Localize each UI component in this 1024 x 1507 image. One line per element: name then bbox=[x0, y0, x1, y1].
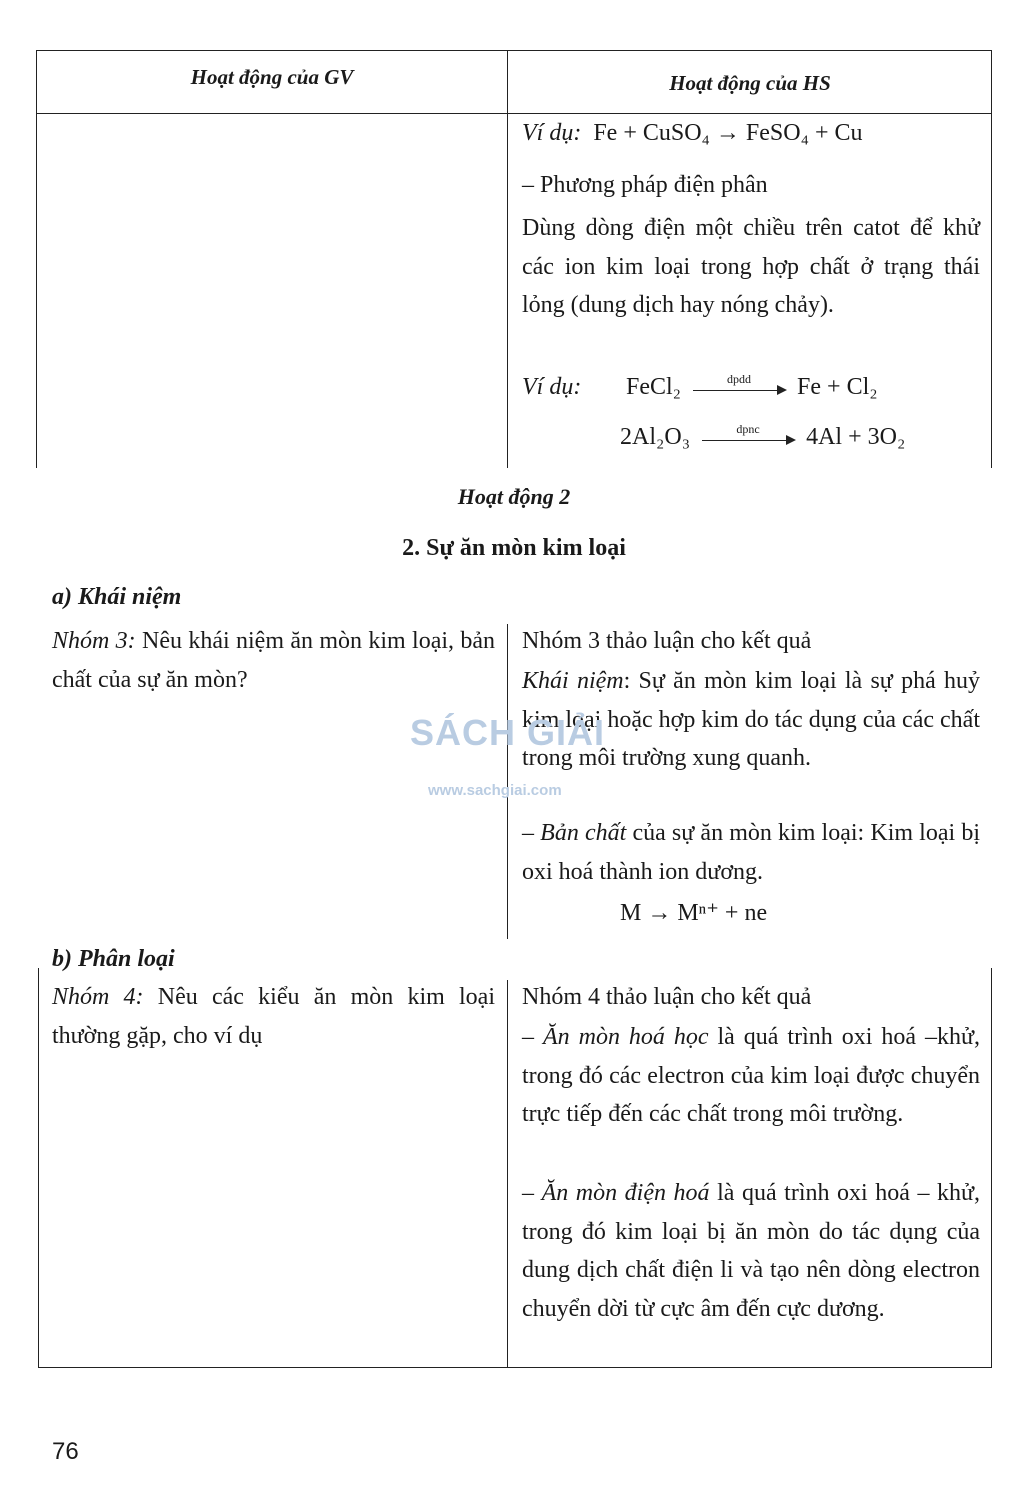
eq2-reactant: FeCl₂ bbox=[626, 374, 682, 400]
concept-text: : Sự ăn mòn kim loại là sự phá huỷ kim loại hoặc hợp kim do tác dụng của các chất trong môi trường xung quanh. bbox=[522, 668, 981, 771]
activity-title: Hoạt động 2 bbox=[457, 484, 571, 509]
table-right-edge bbox=[991, 968, 992, 1368]
header-gv: Hoạt động của GV bbox=[190, 65, 354, 89]
watermark-brand: SÁCH GIẢI bbox=[410, 712, 606, 753]
concept-label: Khái niệm bbox=[522, 668, 624, 694]
nature-paragraph: – Bản chất của sự ăn mòn kim loại: Kim loại bị oxi hoá thành ion dương. bbox=[522, 820, 980, 885]
part-b-title: b) Phân loại bbox=[52, 946, 175, 972]
electrochemical-corrosion-label: Ăn mòn điện hoá bbox=[541, 1180, 710, 1206]
electrochemical-corrosion-paragraph: – Ăn mòn điện hoá là quá trình oxi hoá – khử, trong đó kim loại bị ăn mòn do tác dụng của dung dịch chất điện li và tạo nên dòng electron chuyển dời từ cực âm đến cực dương. bbox=[522, 1180, 981, 1322]
section-heading: 2. Sự ăn mòn kim loại bbox=[402, 535, 626, 561]
chemical-corrosion-text: là quá trình oxi hoá –khử, trong đó các electron của kim loại được chuyển trực tiếp đến các chất trong môi trường. bbox=[522, 1024, 980, 1127]
group3-label: Nhóm 3: bbox=[52, 628, 136, 654]
eq3-product: 4Al + 3O₂ bbox=[806, 424, 906, 450]
equation-electrolysis-solution bbox=[626, 371, 878, 401]
group3-task bbox=[52, 622, 495, 699]
example-1-label: Ví dụ: bbox=[522, 120, 582, 146]
part-a-title: a) Khái niệm bbox=[52, 584, 182, 610]
method-title: – Phương pháp điện phân bbox=[522, 172, 768, 198]
group3-question: Nêu khái niệm ăn mòn kim loại, bản chất của sự ăn mòn? bbox=[52, 628, 496, 693]
group4-question: Nêu các kiểu ăn mòn kim loại thường gặp, cho ví dụ bbox=[52, 984, 495, 1049]
header-divider bbox=[37, 113, 991, 114]
reaction-arrow bbox=[702, 421, 794, 441]
watermark-url: www.sachgiai.com bbox=[428, 782, 562, 799]
group4-label: Nhóm 4: bbox=[52, 984, 144, 1010]
group4-intro: Nhóm 4 thảo luận cho kết quả bbox=[522, 984, 812, 1010]
example-1-equation: Fe + CuSO₄ → FeSO₄ + Cu bbox=[593, 120, 863, 146]
table-left-edge bbox=[38, 968, 39, 1368]
reaction-arrow bbox=[693, 371, 785, 391]
column-divider bbox=[507, 980, 508, 1368]
example-2-label bbox=[522, 374, 581, 401]
eq3-condition: dpnc bbox=[736, 421, 760, 436]
method-text: Dùng dòng điện một chiều trên catot để khử các ion kim loại trong hợp chất ở trạng thái lỏng (dung dịch hay nóng chảy). bbox=[522, 215, 980, 318]
group4-task bbox=[52, 978, 495, 1055]
chemical-corrosion-label: Ăn mòn hoá học bbox=[542, 1024, 709, 1050]
nature-text: của sự ăn mòn kim loại: Kim loại bị oxi hoá thành ion dương. bbox=[522, 820, 980, 885]
header-hs: Hoạt động của HS bbox=[669, 71, 831, 95]
eq2-condition: dpdd bbox=[727, 371, 752, 386]
equation-electrolysis-molten bbox=[620, 421, 906, 451]
eq3-reactant: 2Al₂O₃ bbox=[620, 424, 691, 450]
group3-intro: Nhóm 3 thảo luận cho kết quả bbox=[522, 628, 812, 654]
example-2-label-text: Ví dụ: bbox=[522, 374, 582, 400]
eq2-product: Fe + Cl₂ bbox=[797, 374, 878, 400]
nature-label: Bản chất bbox=[540, 820, 627, 846]
oxidation-equation: M → Mⁿ⁺ + ne bbox=[620, 900, 768, 926]
chemical-corrosion-paragraph: – Ăn mòn hoá học là quá trình oxi hoá –khử, trong đó các electron của kim loại được chuyển trực tiếp đến các chất trong môi trường. bbox=[522, 1024, 980, 1127]
table-bottom-edge bbox=[38, 1367, 992, 1368]
example-1 bbox=[522, 120, 863, 147]
electrochemical-corrosion-text: là quá trình oxi hoá – khử, trong đó kim loại bị ăn mòn do tác dụng của dung dịch chất điện li và tạo nên dòng electron chuyển dời từ cực âm đến cực dương. bbox=[522, 1180, 981, 1322]
page-number: 76 bbox=[52, 1438, 79, 1465]
